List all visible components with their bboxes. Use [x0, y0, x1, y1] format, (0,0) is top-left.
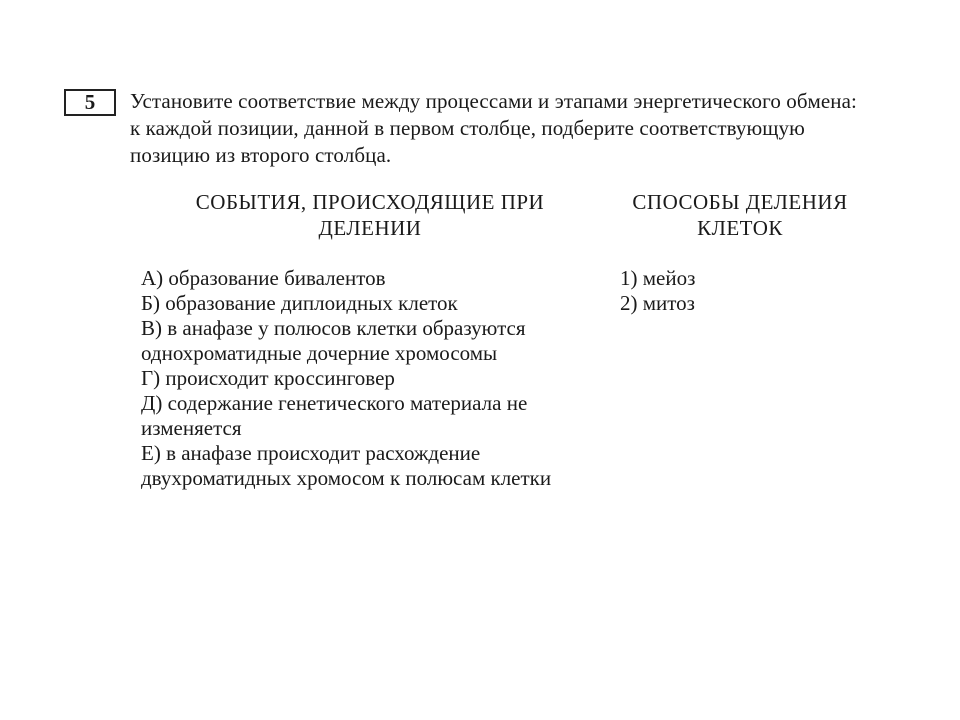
event-item-a: А) образование бивалентов [141, 266, 386, 290]
event-item-e: Е) в анафазе происходит расхождение двухроматидных хромосом к полюсам клетки [141, 441, 552, 490]
method-item-2: 2) митоз [620, 291, 695, 315]
event-item-v: В) в анафазе у полюсов клетки образуются однохроматидные дочерние хромосомы [141, 316, 526, 365]
events-list [141, 266, 611, 491]
question-text: Установите соответствие между процессами и этапами энергетического обмена: к каждой позиции, данной в первом столбце, подберите соответствующую позицию из второго столбца. [130, 89, 857, 167]
method-item-1: 1) мейоз [620, 266, 696, 290]
question-number-box [64, 89, 116, 116]
left-column-header: СОБЫТИЯ, ПРОИСХОДЯЩИЕ ПРИ ДЕЛЕНИИ [195, 190, 545, 240]
right-column-header: СПОСОБЫ ДЕЛЕНИЯ КЛЕТОК [632, 190, 848, 240]
event-item-b: Б) образование диплоидных клеток [141, 291, 458, 315]
event-item-d: Д) содержание генетического материала не изменяется [141, 391, 528, 440]
question-number: 5 [84, 90, 96, 114]
event-item-g: Г) происходит кроссинговер [141, 366, 395, 390]
methods-list [620, 266, 870, 316]
